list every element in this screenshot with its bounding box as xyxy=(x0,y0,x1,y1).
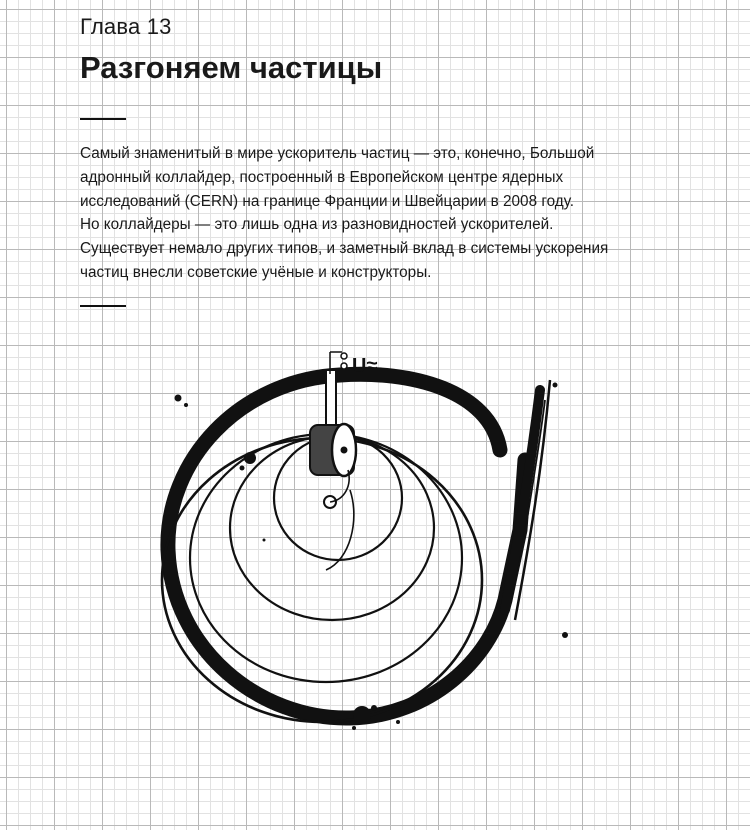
spiral-orbits xyxy=(162,434,482,722)
intro-line: адронный коллайдер, построенный в Европейском центре ядерных xyxy=(80,168,564,186)
voltage-label: U≈ xyxy=(352,355,378,377)
intro-line: Самый знаменитый в мире ускоритель частиц — это, конечно, Большой xyxy=(80,145,595,162)
divider-top xyxy=(80,118,126,120)
divider-bottom xyxy=(80,305,126,307)
intro-line: Существует немало других типов, и заметный вклад в системы ускорения xyxy=(80,240,609,258)
intro-line: частиц внесли советские учёные и конструкторы. xyxy=(80,263,432,281)
intro-paragraph xyxy=(80,142,640,285)
chapter-title: Разгоняем частицы xyxy=(80,50,383,85)
intro-line: исследований (CERN) на границе Франции и Швейцарии в 2008 году. xyxy=(80,192,575,210)
cyclotron-sketch-icon xyxy=(130,330,590,760)
intro-line: Но коллайдеры — это лишь одна из разновидностей ускорителей. xyxy=(80,216,554,234)
chapter-label: Глава 13 xyxy=(80,14,172,39)
